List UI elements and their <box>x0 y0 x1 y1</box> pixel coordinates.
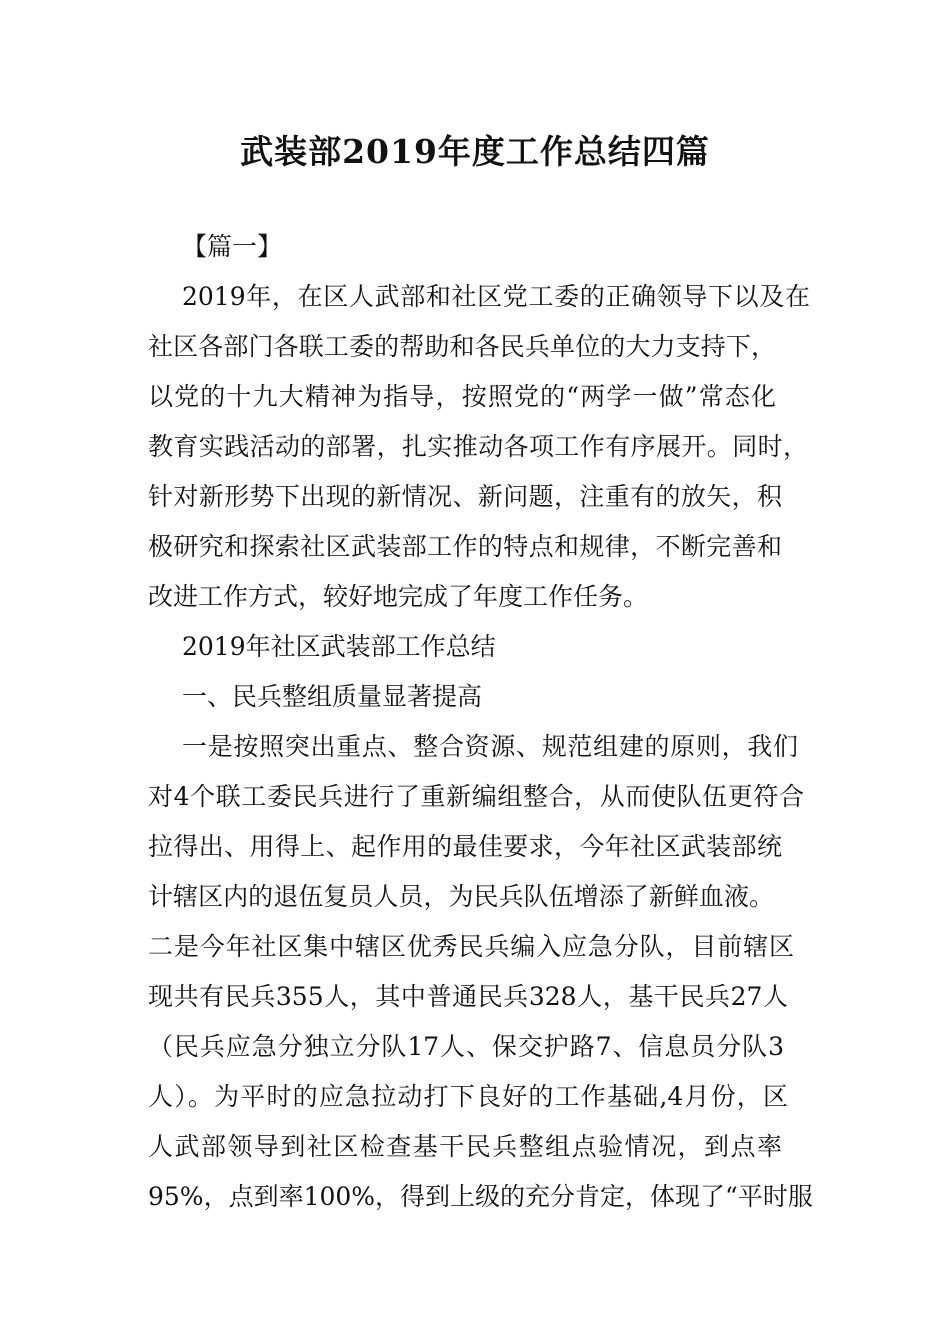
paragraph-line: 社区各部门各联工委的帮助和各民兵单位的大力支持下， <box>148 332 776 361</box>
document-title: 武装部2019年度工作总结四篇 <box>240 132 710 171</box>
paragraph-line: 以党的十九大精神为指导，按照党的“两学一做”常态化 <box>148 382 776 411</box>
paragraph-line: 教育实践活动的部署，扎实推动各项工作有序展开。同时， <box>148 432 808 461</box>
paragraph-line: 二是今年社区集中辖区优秀民兵编入应急分队，目前辖区 <box>148 932 794 961</box>
paragraph-line: （民兵应急分独立分队17人、保交护路7、信息员分队3 <box>148 1032 784 1061</box>
paragraph-line: 计辖区内的退伍复员人员，为民兵队伍增添了新鲜血液。 <box>148 882 774 911</box>
paragraph-line: 针对新形势下出现的新情况、新问题，注重有的放矢，积 <box>148 482 782 511</box>
paragraph-line: 2019年，在区人武部和社区党工委的正确领导下以及在 <box>182 282 810 311</box>
paragraph-line: 对4个联工委民兵进行了重新编组整合，从而使队伍更符合 <box>148 782 804 811</box>
paragraph-line: 极研究和探索社区武装部工作的特点和规律，不断完善和 <box>148 532 782 561</box>
paragraph-line: 现共有民兵355人，其中普通民兵328人，基干民兵27人 <box>148 982 788 1011</box>
paragraph-line: 拉得出、用得上、起作用的最佳要求，今年社区武装部统 <box>148 832 782 861</box>
paragraph-line: 人武部领导到社区检查基干民兵整组点验情况，到点率 <box>148 1132 782 1161</box>
paragraph-line: 95%，点到率100%，得到上级的充分肯定，体现了“平时服 <box>148 1182 813 1211</box>
section-heading: 【篇一】 <box>182 232 283 261</box>
paragraph-line: 一是按照突出重点、整合资源、规范组建的原则，我们 <box>182 732 798 761</box>
paragraph-line: 改进工作方式，较好地完成了年度工作任务。 <box>148 582 649 611</box>
section-heading: 一、民兵整组质量显著提高 <box>182 682 483 711</box>
document-body <box>148 222 813 1222</box>
section-subtitle: 2019年社区武装部工作总结 <box>182 632 496 661</box>
paragraph-line: 人）。为平时的应急拉动打下良好的工作基础,4月份，区 <box>148 1082 788 1111</box>
